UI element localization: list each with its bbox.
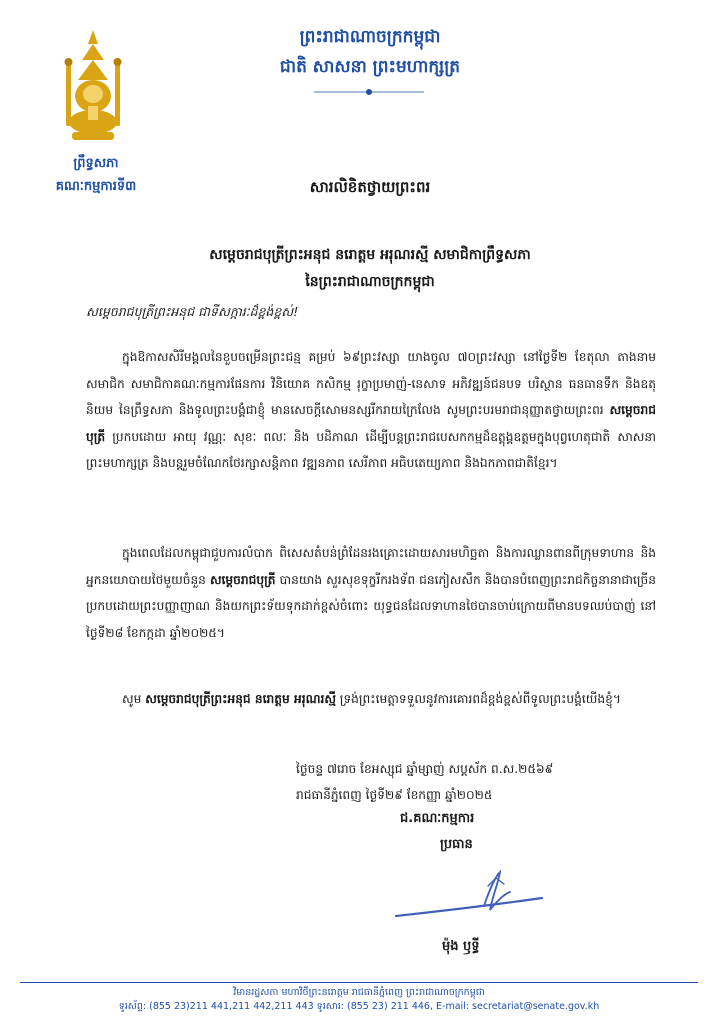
lunar-date: ថ្ងៃចន្ទ ៧រោច ខែអស្សុជ ឆ្នាំម្សាញ់ សប្តស័ក ព.ស.២៥៦៩ xyxy=(296,762,554,776)
org-committee: គណៈកម្មការទី៣ xyxy=(55,179,137,194)
p2-text-b: បានយាង សួរសុខទុក្ខរីករងទ័ព ជនភៀសសឹក និងបានបំពេញព្រះរាជកិច្ចនានាជាច្រើន ប្រកបដោយព្រះបញ្ញាញាណ និងយកព្រះទ័យទុកដាក់ខ្ពស់ចំពោះ យុទ្ធជនដែលទាហានថៃបានចាប់ក្រោយពីមានបទឈប់បាញ់ នៅថ្ងៃទី២៨ ខែកក្កដា ឆ្នាំ២០២៥។ xyxy=(86,572,656,640)
recipient-line-1: សម្តេចរាជបុត្រីព្រះអនុជ នរោត្តម អរុណរស្មី សមាជិកាព្រឹទ្ធសភា xyxy=(209,247,531,263)
p3-emphasis: សម្តេចរាជបុត្រីព្រះអនុជ នរោត្តម អរុណរស្មី xyxy=(145,692,336,706)
footer-contact: ទូរស័ព្ទ: (855 23)211 441,211 442,211 443 ទូរសារ: (855 23) 211 446, E-mail: secretariat@senate.gov.kh xyxy=(118,1001,600,1012)
body-paragraph-2 xyxy=(86,540,656,646)
issuing-organization xyxy=(40,152,152,198)
signer-title: ប្រធាន xyxy=(440,837,473,852)
body-paragraph-3 xyxy=(86,686,656,713)
p2-text-a: ក្នុងពេលដែលកម្ពុជាជួបការលំបាក ពិសេសតំបន់ព្រំដែនរងគ្រោះដោយសារមហិច្ឆតា និងការឈ្លានពានពីក្រុមទាហាន និងអ្នកនយោបាយថៃមួយចំនួន xyxy=(86,546,656,587)
document-title: សារលិខិតថ្វាយព្រះពរ xyxy=(309,178,431,196)
body-paragraph-1 xyxy=(86,344,656,477)
motto-line: ជាតិ សាសនា ព្រះមហាក្សត្រ xyxy=(279,57,461,77)
p1-emphasis: សម្តេចរាជបុត្រី xyxy=(86,403,656,444)
handwritten-signature xyxy=(392,868,552,928)
org-name: ព្រឹទ្ធសភា xyxy=(73,156,119,171)
kingdom-line: ព្រះរាជាណាចក្រកម្ពុជា xyxy=(299,27,441,47)
footer-address: វិមានរដ្ឋសភា មហាវិថីព្រះនរោត្តម រាជធានីភ្នំពេញ ព្រះរាជាណាចក្រកម្ពុជា xyxy=(233,987,485,998)
ornament-divider-icon xyxy=(314,88,424,96)
signer-organization: ជ.គណៈកម្មការ xyxy=(400,811,475,826)
footer-divider xyxy=(20,982,698,983)
footer xyxy=(20,986,698,1014)
salutation: សម្តេចរាជបុត្រីព្រះអនុជ ជាទីសក្ការៈដ៏ខ្ពង់ខ្ពស់! xyxy=(86,304,299,319)
signer-name: ម៉ុង ឫទ្ធី xyxy=(442,939,480,954)
recipient-heading xyxy=(110,242,630,296)
p1-text-a: ក្នុងឱកាសសិរីមង្គលនៃខួបចម្រើនព្រះជន្ម គម្រប់ ៦៩ព្រះវស្សា យាងចូល ៧០ព្រះវស្សា នៅថ្ងៃទី២ ខែតុលា តាងនាមសមាជិក សមាជិកាគណៈកម្មការផែនការ វិនិយោគ កសិកម្ម រុក្ខាប្រមាញ់-នេសាទ អភិវឌ្ឍន៍ជនបទ បរិស្ថាន ធនធានទឹក និងឧតុនិយម នៃព្រឹទ្ធសភា និងទូលព្រះបង្គំជាខ្ញុំ មានសេចក្តីសោមនស្សរីករាយក្រៃលែង សូមព្រះបរមរាជានុញ្ញាតថ្វាយព្រះពរ xyxy=(86,350,656,417)
dateline xyxy=(296,756,676,808)
recipient-line-2: នៃព្រះរាជាណាចក្រកម្ពុជា xyxy=(305,274,435,290)
p2-emphasis: សម្តេចរាជបុត្រី xyxy=(209,572,276,587)
p3-text-b: ទ្រង់ព្រះមេត្តាទទួលនូវការគោរពដ៏ខ្ពង់ខ្ពស់ពីទូលព្រះបង្គំយើងខ្ញុំ។ xyxy=(335,692,621,706)
p1-text-b: ប្រកបដោយ អាយុ វណ្ណៈ សុខៈ ពលៈ និង បដិភាណ ដើម្បីបន្តព្រះរាជបេសកកម្មដ៏ឧត្តុង្គឧត្តមក្នុងបុព្វហេតុជាតិ សាសនា ព្រះមហាក្សត្រ និងបន្តរួមចំណែកថែរក្សាសន្តិភាព វឌ្ឍនភាព សេរីភាព អធិបតេយ្យភាព និងឯកភាពជាតិខ្មែរ។ xyxy=(86,429,656,470)
national-motto xyxy=(150,22,590,82)
p3-text-a: សូម xyxy=(122,692,146,706)
solar-date: រាជធានីភ្នំពេញ ថ្ងៃទី២៩ ខែកញ្ញា ឆ្នាំ២០២៥ xyxy=(296,788,493,802)
royal-arms-emblem-icon xyxy=(58,30,128,148)
